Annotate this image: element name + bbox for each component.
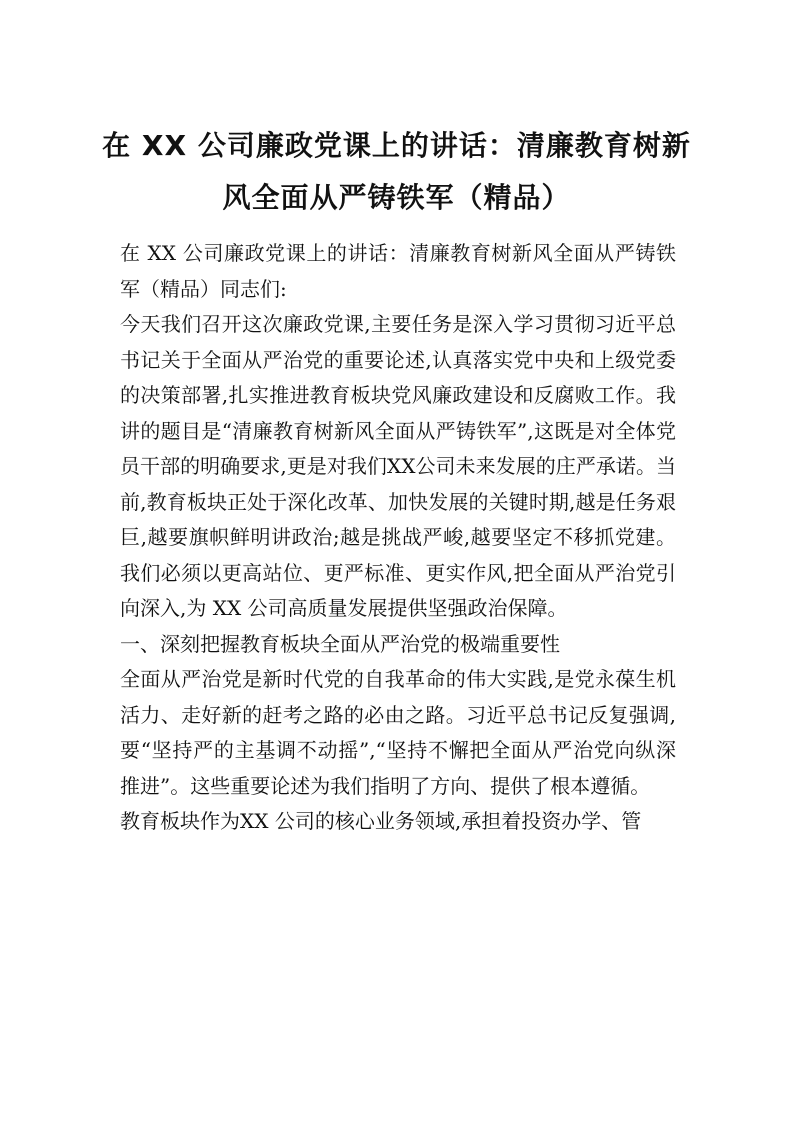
document-body (120, 236, 676, 840)
document-title: 在 XX 公司廉政党课上的讲话：清廉教育树新风全面从严铸铁军（精品） (102, 129, 691, 214)
section-heading-1: 一、深刻把握教育板块全面从严治党的极端重要性 (120, 631, 560, 656)
paragraph-section-1-continued: 教育板块作为XX 公司的核心业务领域,承担着投资办学、管 (120, 809, 642, 833)
paragraph-introduction: 今天我们召开这次廉政党课,主要任务是深入学习贯彻习近平总书记关于全面从严治党的重要论述,认真落实党中央和上级党委的决策部署,扎实推进教育板块党风廉政建设和反腐败工作。我讲的题目是“清廉教育树新风全面从严铸铁军”,这既是对全体党员干部的明确要求,更是对我们XX公司未来发展的庄严承诺。当前,教育板块正处于深化改革、加快发展的关键时期,越是任务艰巨,越要旗帜鲜明讲政治;越是挑战严峻,越要坚定不移抓党建。我们必须以更高站位、更严标准、更实作风,把全面从严治党引向深入,为 XX 公司高质量发展提供坚强政治保障。 (120, 312, 676, 620)
paragraph-opening: 在 XX 公司廉政党课上的讲话：清廉教育树新风全面从严铸铁军（精品）同志们: (120, 241, 676, 301)
paragraph-section-1: 全面从严治党是新时代党的自我革命的伟大实践,是党永葆生机活力、走好新的赶考之路的必由之路。习近平总书记反复强调,要“坚持严的主基调不动摇”,“坚持不懈把全面从严治党向纵深推进”。这些重要论述为我们指明了方向、提供了根本遵循。 (120, 667, 676, 798)
